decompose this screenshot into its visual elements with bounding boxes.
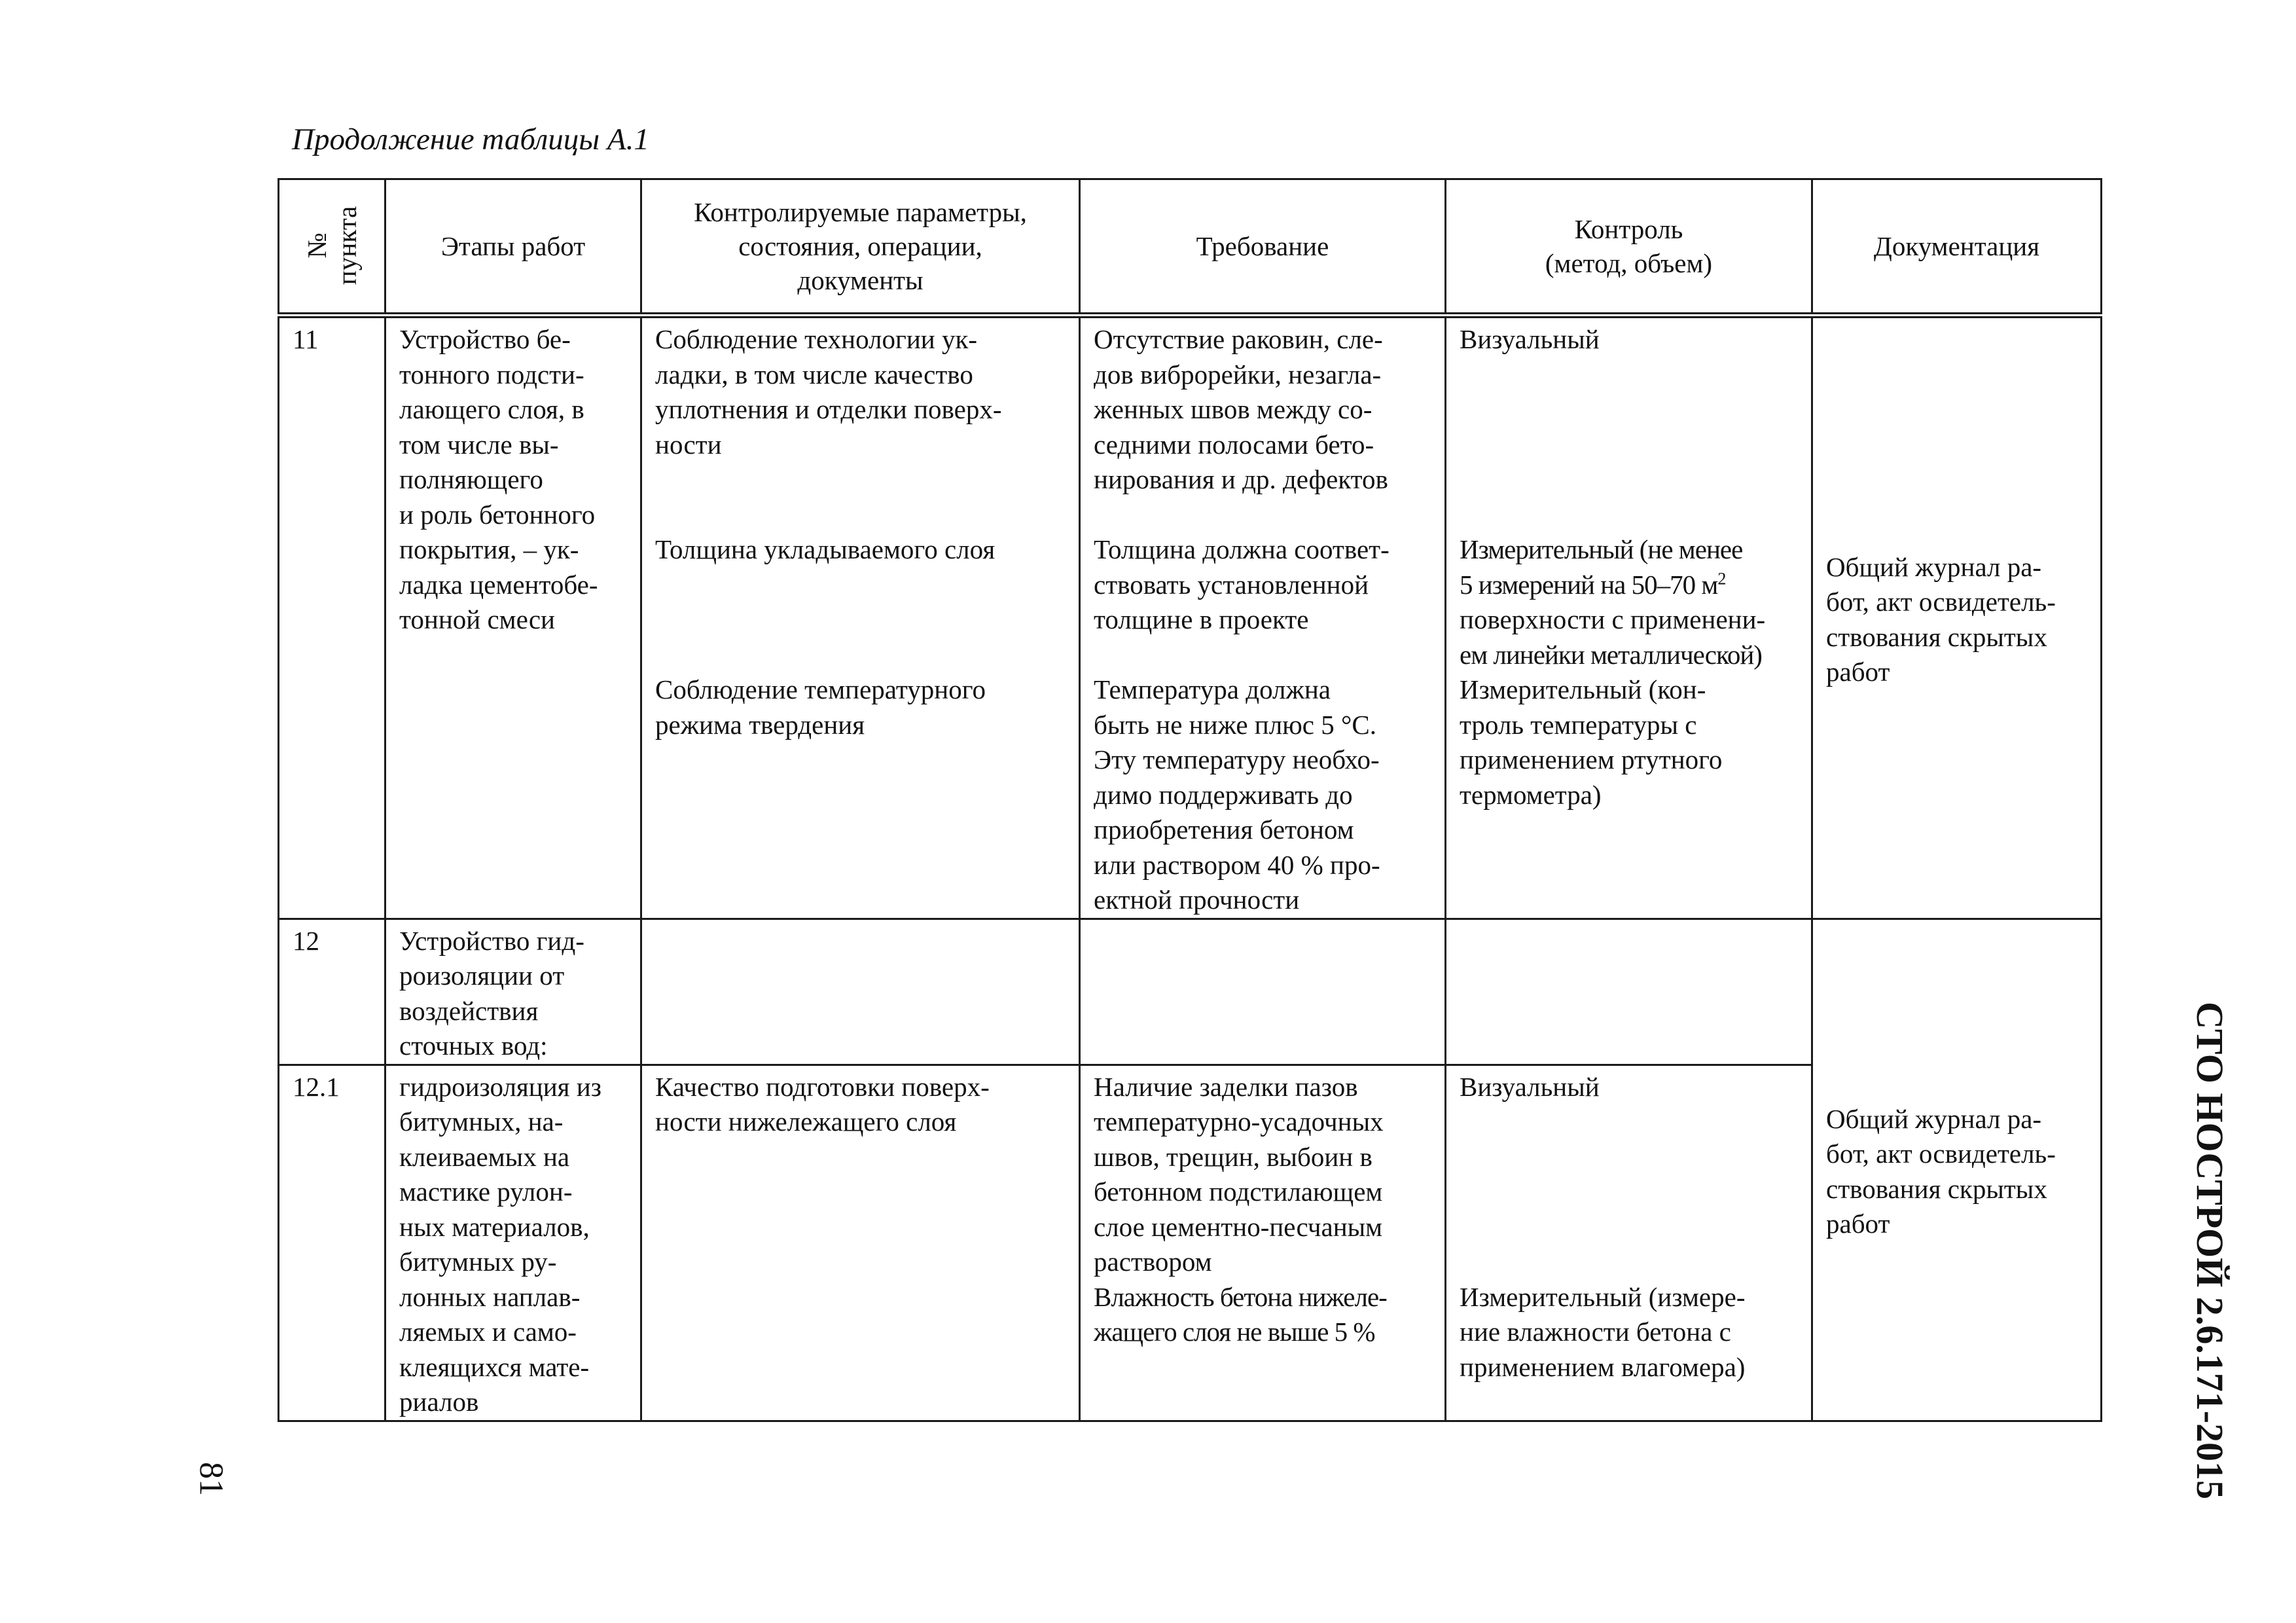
header-control: Контроль (метод, объем) bbox=[1446, 179, 1812, 316]
header-stage: Этапы работ bbox=[386, 179, 641, 316]
header-params: Контролируемые параметры, состояния, операции, документы bbox=[641, 179, 1080, 316]
row-11-documentation: Общий журнал ра- бот, акт освидетель- ствования скрытых работ bbox=[1812, 316, 2102, 919]
row-12-1-params: Качество подготовки поверх- ности нижележащего слоя bbox=[641, 1065, 1080, 1421]
table-row-11 bbox=[279, 316, 2102, 919]
header-num-text: № пункта bbox=[301, 206, 362, 285]
row-12-requirement bbox=[1080, 919, 1446, 1065]
row-11-requirement: Отсутствие раковин, сле- дов виброрейки, незагла- женных швов между со- седними полосами бето- нирования и др. дефектов Толщина должна соответ- ствовать установленной толщине в проекте Температура должна быть не ниже плюс 5 °С. Эту температуру необхо- димо поддерживать до приобретения бетоном или раствором 40 % про- ектной прочности bbox=[1080, 316, 1446, 919]
header-requirement: Требование bbox=[1080, 179, 1446, 316]
row-11-control: Визуальный Измерительный (не менее 5 измерений на 50–70 $м^2$ поверхности с применени- ем линейки металлической) Измерительный (кон- троль температуры с применением ртутного термометра) bbox=[1446, 316, 1812, 919]
header-row bbox=[279, 179, 2102, 316]
row-12-1-stage: гидроизоляция из битумных, на- клеиваемых на мастике рулон- ных материалов, битумных ру- лонных наплав- ляемых и само- клеящихся мате- риалов bbox=[386, 1065, 641, 1421]
row-12-1-requirement: Наличие заделки пазов температурно-усадочных швов, трещин, выбоин в бетонном подстилающем слое цементно-песчаным раствором Влажность бетона нижеле- жащего слоя не выше 5 % bbox=[1080, 1065, 1446, 1421]
header-documentation: Документация bbox=[1812, 179, 2102, 316]
page-number: 81 bbox=[192, 1462, 230, 1496]
header-num bbox=[279, 179, 386, 316]
row-12-1-num: 12.1 bbox=[279, 1065, 386, 1421]
table-row-12 bbox=[279, 919, 2102, 1065]
row-12-documentation: Общий журнал ра- бот, акт освидетель- ствования скрытых работ bbox=[1812, 919, 2102, 1421]
row-11-params: Соблюдение технологии ук- ладки, в том числе качество уплотнения и отделки поверх- ности Толщина укладываемого слоя Соблюдение температурного режима твердения bbox=[641, 316, 1080, 919]
row-11-num: 11 bbox=[279, 316, 386, 919]
inspection-table bbox=[278, 178, 2102, 1422]
row-11-stage: Устройство бе- тонного подсти- лающего слоя, в том числе вы- полняющего и роль бетонного покрытия, – ук- ладка цементобе- тонной смеси bbox=[386, 316, 641, 919]
row-12-stage: Устройство гид- роизоляции от воздействия сточных вод: bbox=[386, 919, 641, 1065]
row-12-params bbox=[641, 919, 1080, 1065]
standard-code: СТО НОСТРОЙ 2.6.171-2015 bbox=[2189, 1002, 2231, 1500]
row-12-num: 12 bbox=[279, 919, 386, 1065]
table-caption: Продолжение таблицы А.1 bbox=[292, 122, 649, 156]
row-12-control bbox=[1446, 919, 1812, 1065]
row-12-1-control: Визуальный Измерительный (измере- ние влажности бетона с применением влагомера) bbox=[1446, 1065, 1812, 1421]
